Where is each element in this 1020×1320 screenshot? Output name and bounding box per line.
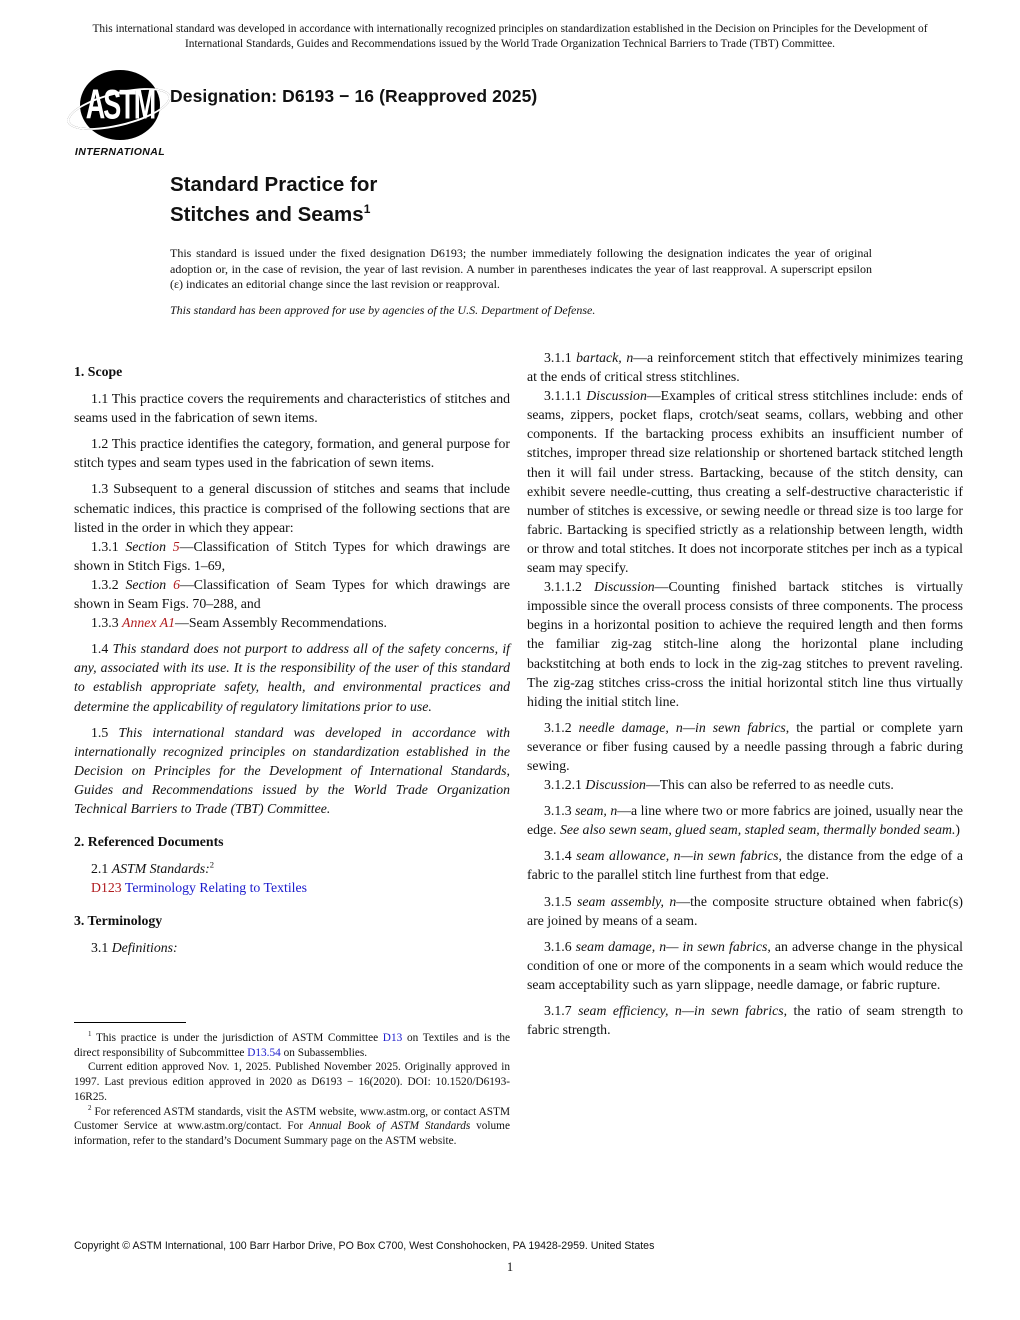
para-1-4 [74,639,510,715]
text-run: 3.1.1.1 [544,388,587,404]
wto-notice: This international standard was developed in accordance with internationally recognized principles on standardization established in the Decision on Principles for the Development of International Standards, Guides and Recommendations issued by the World Trade Organization Technical Barriers to Trade (TBT) Committee. [92,23,928,50]
page-title [170,172,377,227]
text-run: 1.3 Subsequent to a general discussion of stitches and seams that include schematic indices, this practice is comprised of the following sections that are listed in the order in which they appear: [74,481,510,535]
text-run: —Seam Assembly Recommendations. [175,615,387,631]
section-6-link[interactable]: 6 [173,576,180,592]
para-1-1 [74,389,510,427]
text-run: —Classification of Stitch Types for which drawings are shown in Stitch Figs. 1–69, [74,538,511,573]
text-run: 1.2 This practice identifies the category, formation, and general purpose for stitch types and seam types used in the fabrication of sewn items. [74,436,510,471]
para-3-1-1 [527,348,963,386]
section-1-heading [74,362,510,381]
issue-statement: This standard is issued under the fixed designation D6193; the number immediately following the designation indicates the year of original adoption or, in the case of revision, the year of last revision. A number in parentheses indicates the year of last reapproval. A superscript epsilon (ε) indicates an editorial change since the last revision or reapproval. [170,246,872,291]
text-run: —Counting finished bartack stitches is virtually impossible since the overall process consists of three components. The process begins in a horizontal position to achieve the required length and then forms the familiar zig-zag stitch-line along the horizontal plane including backstitching at both ends to lock in the zig-zag stitches to prevent raveling. The zig-zag stitches criss-cross the initial horizontal stitch line thus virtually hiding the initial stitch line. [527,579,963,709]
para-3-1-4 [527,846,963,884]
para-3-1-2 [527,718,963,775]
para-3-1-1-1 [527,386,963,577]
text-run: 1 [88,1030,92,1039]
text-run: , the distance from the edge of a fabric to the parallel stitch line furthest from that edge. [527,848,963,883]
text-run: 3.1.1 [544,350,577,365]
text-run: seam efficiency, n—in sewn fabrics [578,1003,784,1018]
text-run: For referenced ASTM standards, visit the ASTM website, www.astm.org, or contact ASTM Customer Service at www.astm.org/contact. For [74,1105,510,1133]
text-run: bartack, n [576,350,634,365]
ref-d123 [74,878,510,897]
text-run: ASTM Standards: [111,861,210,877]
text-run: —a reinforcement stitch that effectively minimizes tearing at the ends of critical stress stitchlines. [527,350,963,385]
text-run: This practice is under the jurisdiction of ASTM Committee [91,1032,383,1044]
astm-logo-text: ASTM [85,80,155,128]
text-run: Current edition approved Nov. 1, 2025. Published November 2025. Originally approved in 1997. Last previous edition approved in 2020 as D6193 − 16(2020). DOI: 10.1520/D6193-16R25. [74,1061,510,1103]
text-run: —This can also be referred to as needle cuts. [645,777,894,793]
text-run: 3.1.5 [544,893,577,909]
text-run: Section [125,538,173,554]
para-3-1-2-1 [527,775,963,794]
text-run: Discussion [594,579,655,595]
text-run: 3.1.3 [544,803,576,819]
text-run: —a line where two or more fabrics are joined, usually near the edge. [527,803,963,838]
page-number: 1 [506,1260,514,1274]
text-run: 3.1.2 [544,719,579,735]
footnote-edition [74,1060,510,1104]
copyright-line: Copyright © ASTM International, 100 Barr Harbor Drive, PO Box C700, West Conshohocken, PA 19428-2959. United States [74,1240,655,1252]
title-footnote-marker: 1 [363,202,371,216]
text-run: 1.1 This practice covers the requirements and characteristics of stitches and seams used in the fabrication of sewn items. [74,391,510,426]
text-run: Discussion [585,777,646,793]
text-run: 2.1 [91,861,112,877]
text-run: Section [125,576,174,592]
section-3-heading [74,911,510,930]
text-run: 3. Terminology [74,913,163,929]
section-5-link[interactable]: 5 [172,538,180,554]
para-1-3-2 [74,575,510,613]
d123-title-link[interactable]: Terminology Relating to Textiles [121,880,307,896]
footnotes-block [74,1022,510,1149]
text-run: Definitions: [111,940,178,956]
designation-line: Designation: D6193 − 16 (Reapproved 2025) [170,86,538,106]
annex-a1-link[interactable]: Annex A1 [122,615,176,631]
text-run: needle damage, n—in sewn fabrics [578,719,786,735]
text-run: seam allowance, n—in sewn fabrics [576,848,779,864]
text-run: Annual Book of ASTM Standards [308,1120,471,1133]
d13-54-link[interactable]: D13.54 [247,1046,281,1059]
d13-link[interactable]: D13 [382,1032,403,1044]
para-3-1-5 [527,892,963,930]
text-run: 2. Referenced Documents [74,834,224,850]
title-line-1: Standard Practice for [170,173,378,196]
footnote-separator [74,1022,186,1023]
astm-globe-icon [64,68,176,144]
para-2-1 [74,859,510,878]
text-run: , the ratio of seam strength to fabric strength. [527,1003,963,1038]
text-run: —Classification of Seam Types for which drawings are shown in Seam Figs. 70–288, and [74,576,511,612]
text-run: This standard does not purport to address all of the safety concerns, if any, associated with its use. It is the responsibility of the user of this standard to establish appropriate safety, health, and environmental practices and determine the applicability of regulatory limitations prior to use. [74,641,511,714]
para-1-3-3 [74,613,510,632]
text-run: See also sewn seam, glued seam, stapled seam, thermally bonded seam. [559,822,956,838]
text-run: —the composite structure obtained when fabric(s) are joined by means of a seam. [527,893,963,928]
text-run: 2 [88,1103,92,1112]
footnote-2 [74,1105,510,1149]
para-3-1-7 [527,1001,963,1039]
text-run: seam, n [575,803,618,819]
text-run: volume information, refer to the standard’s Document Summary page on the ASTM website. [74,1120,510,1147]
text-run: 3.1.1.2 [544,579,595,595]
para-3-1-6 [527,937,963,994]
text-run: 1.3.3 [91,615,123,631]
text-run: seam assembly, n [576,893,677,909]
text-run: 3.1.2.1 [544,777,586,793]
left-column [74,348,510,958]
text-run: 1.5 [91,724,119,740]
text-run: , an adverse change in the physical condition of one or more of the components in a seam which would reduce the seam acceptability such as yarn slippage, needle damage, or fabric rupture. [527,938,963,992]
astm-logo-subtext: INTERNATIONAL [74,146,166,158]
text-run: 1.4 [91,641,113,657]
text-run: 1.3.1 [91,538,126,554]
dod-approval-note: This standard has been approved for use by agencies of the U.S. Department of Defense. [170,303,596,317]
text-run: seam damage, n— in sewn fabrics [575,938,768,954]
d123-link[interactable]: D123 [91,880,122,896]
footnotes-content [74,1031,510,1149]
title-line-2: Stitches and Seams$^1$ [170,202,371,226]
text-run: 2 [209,859,214,870]
text-run: Discussion [586,388,647,404]
para-1-2 [74,434,510,472]
para-3-1-1-2 [527,577,963,711]
para-3-1 [74,938,510,957]
text-run: on Textiles and is the direct responsibility of Subcommittee [74,1032,510,1059]
right-column [527,348,963,1039]
text-run: 3.1 [91,940,112,956]
astm-logo [64,68,176,162]
text-run: This international standard was developed in accordance with internationally recognized principles on standardization established in the Decision on Principles for the Development of International Standards, Guides and Recommendations issued by the World Trade Organization Technical Barriers to Trade (TBT) Committee. [74,724,510,816]
footnote-1 [74,1031,510,1060]
section-2-heading [74,832,510,851]
text-run: 1. Scope [74,364,123,379]
text-run: 1.3.2 [91,576,126,592]
para-3-1-3 [527,801,963,839]
text-run: 3.1.6 [544,938,576,954]
text-run: on Subassemblies. [280,1046,368,1059]
para-1-3-1 [74,537,510,575]
para-1-5 [74,723,510,818]
text-run: ) [955,822,961,838]
text-run: —Examples of critical stress stitchlines include: ends of seams, zippers, pocket flaps, crotch/seat seams, collars, webbing and other components. If the bartacking process exhibits an insufficient number of stitches, improper thread size relationship or shortened bartack stitched length then it will fail under stress. Bartacking, because of the stitch density, can exhibit severe needle-cutting, thus creating a self-destructive characteristic if number of stitches is excessive, or sewing needle or thread size is too large for fabric. Bartacking is specified strictly as a relationship between length, width or throw and total stitches. It does not incorporate stitches per inch as a typical seam may specify. [527,388,963,576]
text-run: 3.1.7 [544,1003,579,1018]
text-run: , the partial or complete yarn severance or fiber fusing caused by a needle passing through a fabric during sewing. [527,719,963,773]
text-run: 3.1.4 [544,848,577,864]
para-1-3 [74,479,510,536]
